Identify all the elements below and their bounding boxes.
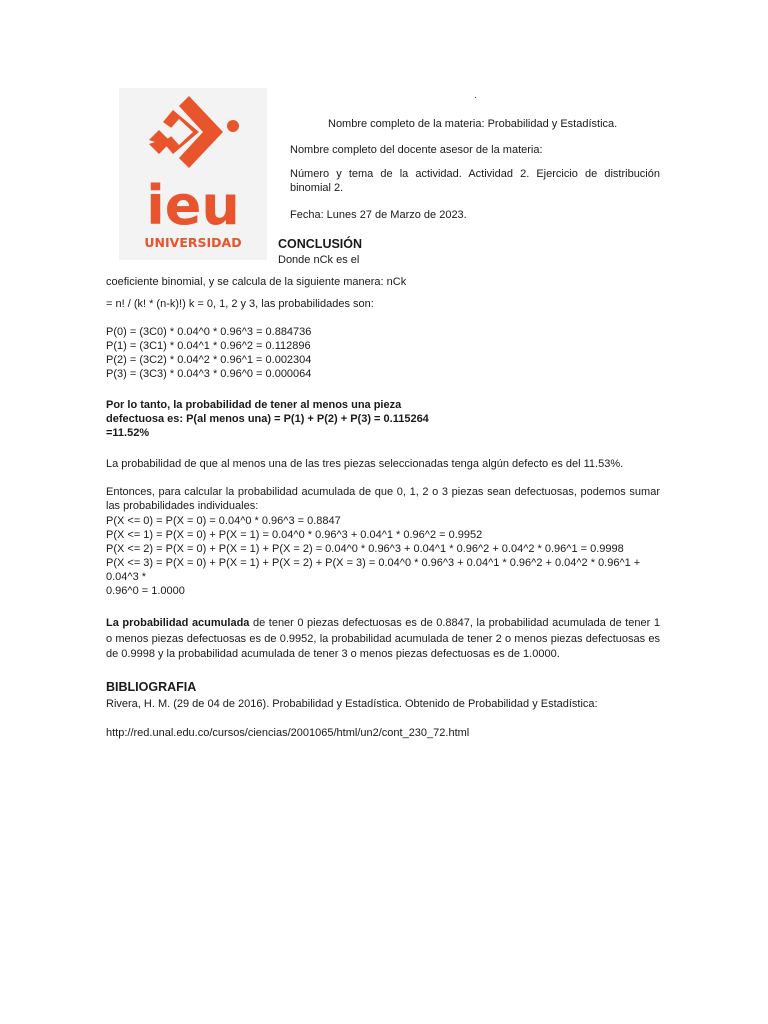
university-logo [119, 88, 267, 260]
conclusion-intro-1: Donde nCk es el [278, 254, 360, 266]
conclusion-heading: CONCLUSIÓN [278, 237, 363, 251]
advisor-name: Nombre completo del docente asesor de la materia: [290, 144, 543, 156]
subject-name: Nombre completo de la materia: Probabilidad y Estadística. [328, 118, 618, 130]
probabilities-list [106, 325, 311, 381]
conclusion-intro-2: coeficiente binomial, y se calcula de la siguiente manera: nCk [106, 276, 407, 288]
conclusion-intro-3: = n! / (k! * (n-k)!) k = 0, 1, 2 y 3, las probabilidades son: [106, 298, 374, 310]
cumulative-line: 0.04^3 * [106, 571, 147, 583]
cumulative-summary [106, 616, 660, 663]
probability-statement: La probabilidad de que al menos una de las tres piezas seleccionadas tenga algún defecto es del 11.53%. [106, 458, 624, 470]
conclusion-bold-statement [106, 398, 429, 440]
cumulative-line: P(X <= 1) = P(X = 0) + P(X = 1) = 0.04^0 * 0.96^3 + 0.04^1 * 0.96^2 = 0.9952 [106, 529, 483, 541]
cumulative-list [106, 514, 660, 598]
bibliography-heading: BIBLIOGRAFIA [106, 680, 197, 694]
bold-line: defectuosa es: P(al menos una) = P(1) + P(2) + P(3) = 0.115264 [106, 413, 429, 425]
bold-line: Por lo tanto, la probabilidad de tener al menos una pieza [106, 399, 402, 411]
date-line: Fecha: Lunes 27 de Marzo de 2023. [290, 209, 467, 221]
cumulative-line: P(X <= 0) = P(X = 0) = 0.04^0 * 0.96^3 = 0.8847 [106, 515, 341, 527]
logo-subtitle: UNIVERSIDAD [144, 235, 242, 250]
probability-line: P(3) = (3C3) * 0.04^3 * 0.96^0 = 0.000064 [106, 368, 312, 380]
probability-line: P(2) = (3C2) * 0.04^2 * 0.96^1 = 0.002304 [106, 354, 312, 366]
cumulative-line: P(X <= 2) = P(X = 0) + P(X = 1) + P(X = 2) = 0.04^0 * 0.96^3 + 0.04^1 * 0.96^2 + 0.04^2 * 0.96^1 = 0.9998 [106, 543, 624, 555]
summary-bold: La probabilidad acumulada [106, 617, 250, 629]
bibliography-url[interactable]: http://red.unal.edu.co/cursos/ciencias/2001065/html/un2/cont_230_72.html [106, 727, 470, 739]
summary-rest: de tener 0 piezas defectuosas es de 0.8847, la probabilidad acumulada de tener 1 o menos piezas defectuosas es de 0.9952, la probabilidad acumulada de tener 2 o menos piezas defectuosas es de 0.9998 y la probabilidad acumulada de tener 3 o menos piezas defectuosas es de 1.0000. [106, 617, 660, 660]
activity-title: Número y tema de la actividad. Actividad 2. Ejercicio de distribución binomial 2. [290, 168, 660, 194]
cumulative-line: P(X <= 3) = P(X = 0) + P(X = 1) + P(X = 2) + P(X = 3) = 0.04^0 * 0.96^3 + 0.04^1 * 0.96^2 + 0.04^2 * 0.96^1 + [106, 557, 641, 569]
ieu-logo-icon [119, 88, 267, 260]
logo-brand-text: ieu [146, 174, 240, 237]
probability-line: P(0) = (3C0) * 0.04^0 * 0.96^3 = 0.884736 [106, 326, 312, 338]
cumulative-intro: Entonces, para calcular la probabilidad acumulada de que 0, 1, 2 o 3 piezas sean defectuosas, podemos sumar las probabilidades individuales: [106, 486, 660, 512]
probability-line: P(1) = (3C1) * 0.04^1 * 0.96^2 = 0.112896 [106, 340, 311, 352]
bold-line: =11.52% [106, 427, 150, 439]
cumulative-line: 0.96^0 = 1.0000 [106, 585, 185, 597]
header-dot: · [474, 92, 478, 103]
bibliography-reference: Rivera, H. M. (29 de 04 de 2016). Probabilidad y Estadística. Obtenido de Probabilidad y Estadística: [106, 698, 598, 710]
